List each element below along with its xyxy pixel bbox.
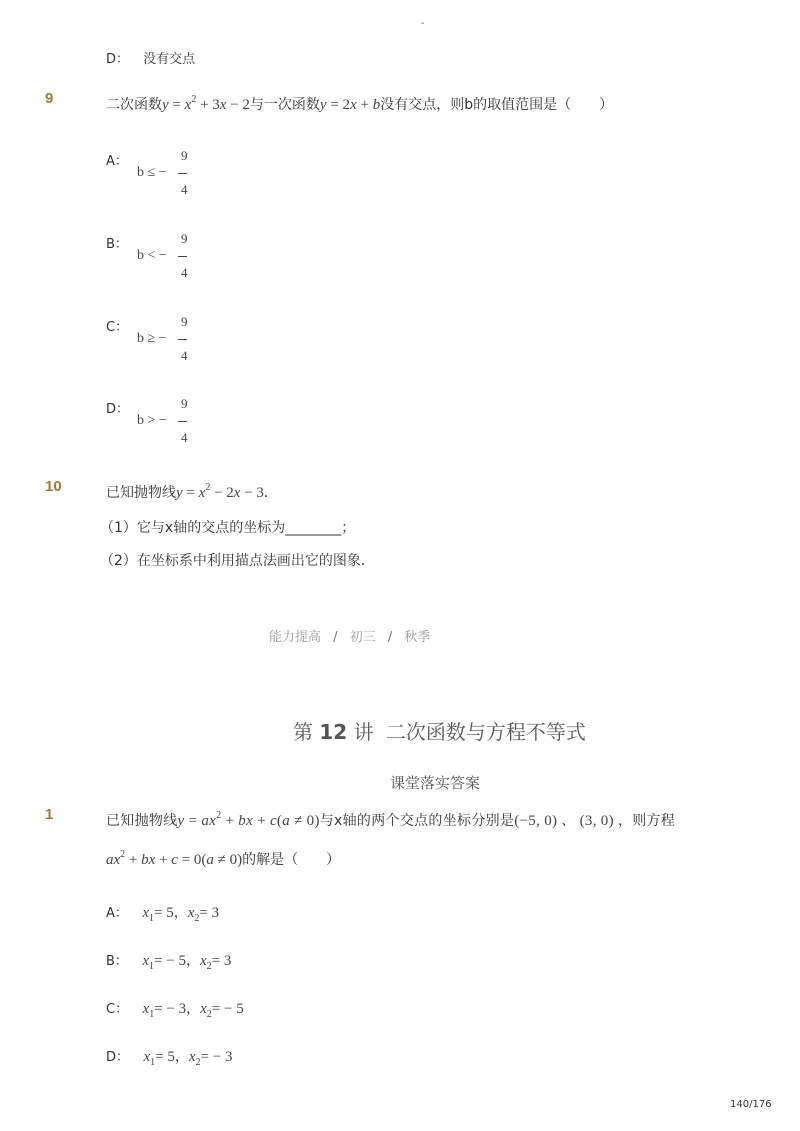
stem-text: ，则方程 (617, 813, 676, 829)
a1-option-b[interactable]: B： $x_1= - 5$，$x_2= 3$ (106, 953, 232, 972)
q9-option-c-fraction[interactable] (137, 314, 197, 364)
stem-text: 已知抛物线 (106, 813, 178, 829)
option-value-2: = − 5 (211, 1001, 244, 1017)
stem-text: 与x轴的两个交点的坐标分别是 (319, 813, 515, 829)
answer-1-stem-line-2: $ax^2$ + bx + c = 0(a ≠ 0)的解是（ ） (106, 849, 341, 868)
math-parabola: y (177, 813, 185, 829)
breadcrumb-separator: / (387, 630, 393, 645)
question-10-number: 10 (45, 478, 62, 495)
stem-text: 二次函数 (106, 97, 162, 113)
option-label: D： (106, 1050, 130, 1065)
prev-option-d (106, 48, 195, 67)
breadcrumb-separator: / (333, 630, 338, 645)
question-10-part-1: （1）它与x轴的交点的坐标为________； (100, 520, 356, 536)
question-10-stem: 已知抛物线$y = x^2 - 2x - 3$． (106, 482, 278, 501)
page-number: 140/176 (730, 1099, 772, 1110)
option-value-1: = − 3 (154, 1001, 187, 1017)
point-2: (3, 0) (579, 813, 614, 829)
page-top-mark: - (421, 18, 425, 29)
q9-option-d-fraction[interactable] (137, 396, 197, 446)
option-label: D： (106, 52, 130, 67)
stem-text: 与一次函数 (249, 97, 320, 113)
stem-text: 没有交点，则b的取值范围是（ ） (380, 97, 614, 113)
fraction-denominator: 4 (181, 182, 188, 197)
math-equation: ax (106, 852, 121, 868)
stem-text: 已知抛物线 (106, 485, 176, 501)
option-text: 没有交点 (143, 52, 196, 67)
breadcrumb-item: 秋季 (404, 630, 431, 645)
fraction-denominator: 4 (181, 430, 188, 445)
option-value-2: = − 3 (200, 1049, 233, 1065)
answer-1-number: 1 (45, 806, 54, 823)
a1-option-c[interactable]: C： $x_1= - 3$，$x_2= - 5$ (106, 1001, 244, 1020)
fraction-lhs: b ≤ − (137, 165, 167, 180)
lecture-topic: 二次函数与方程不等式 (385, 720, 586, 744)
section-title: 课堂落实答案 (390, 774, 481, 792)
fraction-numerator: 9 (181, 148, 188, 163)
q9-option-a-fraction[interactable] (137, 148, 197, 198)
fraction-lhs: b < − (137, 248, 167, 263)
a1-option-d[interactable]: D： $x_1= 5$，$x_2= - 3$ (106, 1049, 233, 1068)
option-label: C： (106, 1002, 129, 1017)
option-value-2: = 3 (211, 953, 232, 969)
fraction-denominator: 4 (181, 265, 188, 280)
q9-option-d-label[interactable]: D： (106, 402, 130, 417)
fraction-bar (178, 173, 187, 174)
q9-option-b-fraction[interactable] (137, 231, 197, 281)
fraction-bar (178, 339, 187, 340)
stem-text: 的解是（ ） (242, 852, 341, 868)
fraction-bar (178, 421, 187, 422)
fraction-numerator: 9 (181, 314, 188, 329)
lecture-number: 12 (319, 720, 348, 744)
option-value-1: = 5 (155, 1049, 175, 1065)
fraction-bar (178, 256, 187, 257)
breadcrumb-item: 初三 (349, 630, 376, 645)
option-value-1: = − 5 (154, 953, 186, 969)
stem-text: ． (263, 485, 278, 501)
fraction-numerator: 9 (181, 396, 188, 411)
math-quadratic: y (162, 97, 169, 113)
option-label: A： (106, 906, 128, 921)
point-1: (−5, 0) (514, 813, 558, 829)
q9-option-b-label[interactable]: B： (106, 237, 128, 252)
q9-option-c-label[interactable]: C： (106, 320, 129, 335)
option-value-2: = 3 (199, 905, 220, 921)
answer-1-stem-line-1: 已知抛物线$y = ax^2$ + bx + c(a ≠ 0)与x轴的两个交点的坐标分别是(−5, 0) 、 (3, 0) ，则方程 (106, 810, 676, 829)
fraction-numerator: 9 (181, 231, 188, 246)
question-9-number: 9 (45, 90, 54, 107)
breadcrumb (269, 626, 430, 645)
math-linear: y (319, 97, 327, 113)
option-label: B： (106, 954, 128, 969)
fraction-denominator: 4 (181, 348, 188, 363)
lecture-title: 第 12 讲 二次函数与方程不等式 (293, 720, 586, 744)
question-10-part-2: （2）在坐标系中利用描点法画出它的图象． (100, 553, 375, 569)
q9-option-a-label[interactable]: A： (106, 154, 128, 169)
fraction-lhs: b > − (137, 413, 167, 428)
math-parabola: y (176, 485, 183, 501)
question-9-stem: 二次函数$y = x^2 + 3x - 2$与一次函数y = 2x + b没有交点，则b的取值范围是（ ） (106, 94, 614, 113)
breadcrumb-item: 能力提高 (269, 630, 322, 645)
a1-option-a[interactable]: A： $x_1= 5$，$x_2= 3$ (106, 905, 220, 924)
option-value-1: = 5 (154, 905, 174, 921)
fraction-lhs: b ≥ − (137, 331, 167, 346)
